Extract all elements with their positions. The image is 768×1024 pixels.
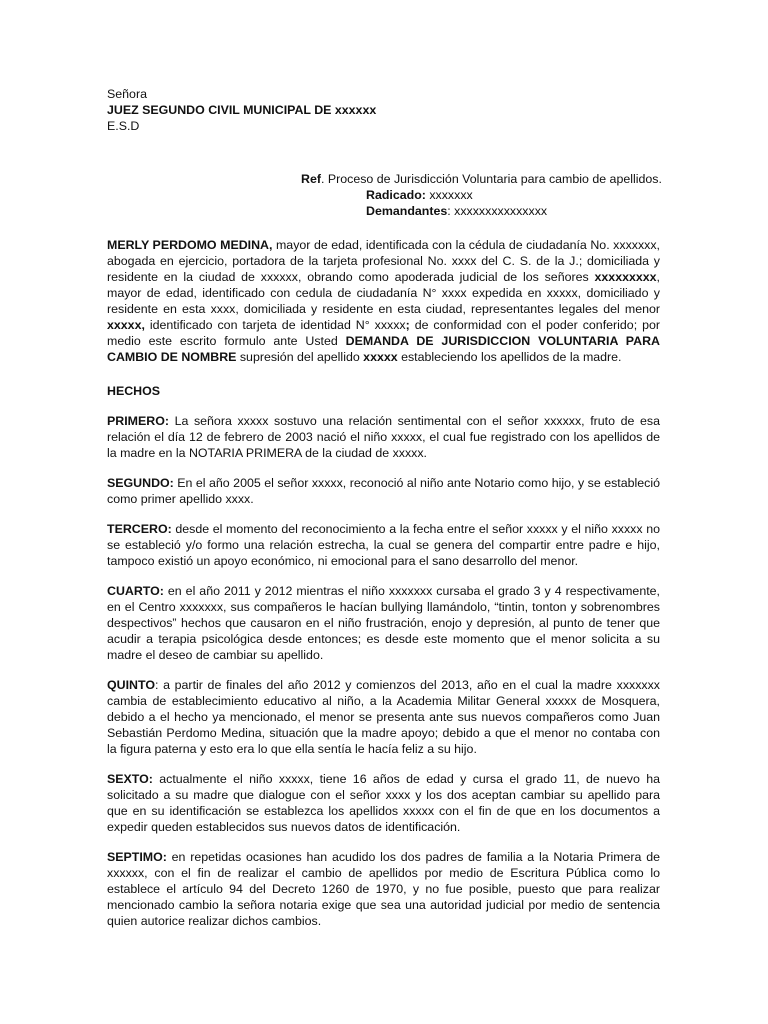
hecho-septimo xyxy=(107,849,660,929)
hecho-primero xyxy=(107,413,660,461)
hecho-sexto xyxy=(107,771,660,835)
demand-title: DEMANDA DE JURISDICCION VOLUNTARIA PARA CAMBIO DE NOMBRE xyxy=(107,334,660,364)
intro-bold-1: xxxxxxxxx xyxy=(594,270,657,284)
intro-paragraph xyxy=(107,237,660,365)
hecho-text: : a partir de finales del año 2012 y comienzos del 2013, año en el cual la madre xxxxxxx cambia de establecimiento educativo al niño, a la Academia Militar General xxxxx de Mosquera, debido a el hecho ya mencionado, el menor se presenta ante sus nuevos compañeros como Juan Sebastián Perdomo Medina, situación que la madre apoyo; debido a que el menor no contaba con la figura paterna y esto era lo que ella sentía le hacía feliz a su hijo. xyxy=(107,678,660,756)
hecho-segundo xyxy=(107,475,660,507)
demandantes-line xyxy=(107,203,660,219)
hechos-heading: HECHOS xyxy=(107,384,161,398)
hecho-text: La señora xxxxx sostuvo una relación sentimental con el señor xxxxxx, fruto de esa relación el día 12 de febrero de 2003 nació el niño xxxxx, el cual fue registrado con los apellidos de la madre en la NOTARIA PRIMERA de la ciudad de xxxxx. xyxy=(107,414,660,460)
intro-text-4: de conformidad con el poder conferido; por medio este escrito formulo ante Usted xyxy=(107,318,660,348)
document-page xyxy=(107,86,660,929)
intro-text-6: estableciendo los apellidos de la madre. xyxy=(397,350,622,364)
radicado-label: Radicado: xyxy=(366,188,426,202)
radicado-line xyxy=(107,187,660,203)
hecho-label: SEXTO: xyxy=(107,772,153,786)
demandantes-label: Demandantes xyxy=(366,204,448,218)
letter-header xyxy=(107,86,660,134)
ref-text: . Proceso de Jurisdicción Voluntaria para cambio de apellidos. xyxy=(320,172,662,186)
hecho-label: TERCERO: xyxy=(107,522,172,536)
esd-line: E.S.D xyxy=(107,119,140,133)
intro-bold-5: xxxxx xyxy=(363,350,398,364)
demandantes-value: : xxxxxxxxxxxxxxx xyxy=(447,204,548,218)
hecho-label: SEPTIMO: xyxy=(107,850,167,864)
hecho-cuarto xyxy=(107,583,660,663)
intro-bold-3: ; xyxy=(405,318,410,332)
hecho-label: SEGUNDO: xyxy=(107,476,174,490)
hecho-text: en el año 2011 y 2012 mientras el niño xxxxxxx cursaba el grado 3 y 4 respectivamente, en el Centro xxxxxxx, sus compañeros le hacían bullying llamándolo, “tintin, tonton y sobrenombres despectivos” hechos que causaron en el niño frustración, enojo y depresión, al punto de tener que acudir a terapia psicológica desde entonces; es desde este momento que el menor solicita a su madre el deseo de cambiar su apellido. xyxy=(107,584,660,662)
intro-bold-2: xxxxx, xyxy=(107,318,145,332)
hecho-text: desde el momento del reconocimiento a la fecha entre el señor xxxxx y el niño xxxxx no se estableció y/o formo una relación estrecha, la cual se genera del compartir entre padre e hijo, tampoco existió un apoyo económico, ni emocional para el sano desarrollo del menor. xyxy=(107,522,660,568)
hecho-label: CUARTO: xyxy=(107,584,164,598)
hecho-label: QUINTO xyxy=(107,678,155,692)
intro-text-3: identificado con tarjeta de identidad N° xxxxx xyxy=(144,318,406,332)
intro-text-1: mayor de edad, identificada con la cédula de ciudadanía No. xxxxxxx, abogada en ejercicio, portadora de la tarjeta profesional No. xxxx del C. S. de la J.; domiciliada y residente en la ciudad de xxxxxx, obrando como apoderada judicial de los señores xyxy=(107,238,660,284)
ref-label: Ref xyxy=(301,172,321,186)
hecho-text: actualmente el niño xxxxx, tiene 16 años de edad y cursa el grado 11, de nuevo ha solicitado a su madre que dialogue con el señor xxxx y los dos aceptan cambiar su apellido para que en su identificación se establezca los apellidos xxxxx con el fin de que en los documentos a expedir queden establecidos sus nuevos datos de identificación. xyxy=(107,772,660,834)
hecho-text: En el año 2005 el señor xxxxx, reconoció al niño ante Notario como hijo, y se estableció como primer apellido xxxx. xyxy=(107,476,660,506)
hecho-tercero xyxy=(107,521,660,569)
hecho-quinto xyxy=(107,677,660,757)
addressee: JUEZ SEGUNDO CIVIL MUNICIPAL DE xxxxxx xyxy=(107,103,377,117)
intro-text-2: , mayor de edad, identificado con cedula de ciudadanía N° xxxx expedida en xxxxx, domiciliado y residente en esta xxxx, domiciliada y residente en esta ciudad, representantes legales del menor xyxy=(107,270,660,316)
reference-block xyxy=(107,171,660,219)
attorney-name: MERLY PERDOMO MEDINA, xyxy=(107,238,273,252)
hecho-text: en repetidas ocasiones han acudido los dos padres de familia a la Notaria Primera de xxxxxx, con el fin de realizar el cambio de apellidos por medio de Escritura Pública como lo establece el artículo 94 del Decreto 1260 de 1970, y no fue posible, puesto que para realizar mencionado cambio la señora notaria exige que sea una autoridad judicial por medio de sentencia quien autorice realizar dichos cambios. xyxy=(107,850,660,928)
radicado-value: xxxxxxx xyxy=(425,188,473,202)
salutation: Señora xyxy=(107,87,147,101)
intro-text-5: supresión del apellido xyxy=(236,350,364,364)
ref-line xyxy=(107,171,660,187)
hecho-label: PRIMERO: xyxy=(107,414,169,428)
